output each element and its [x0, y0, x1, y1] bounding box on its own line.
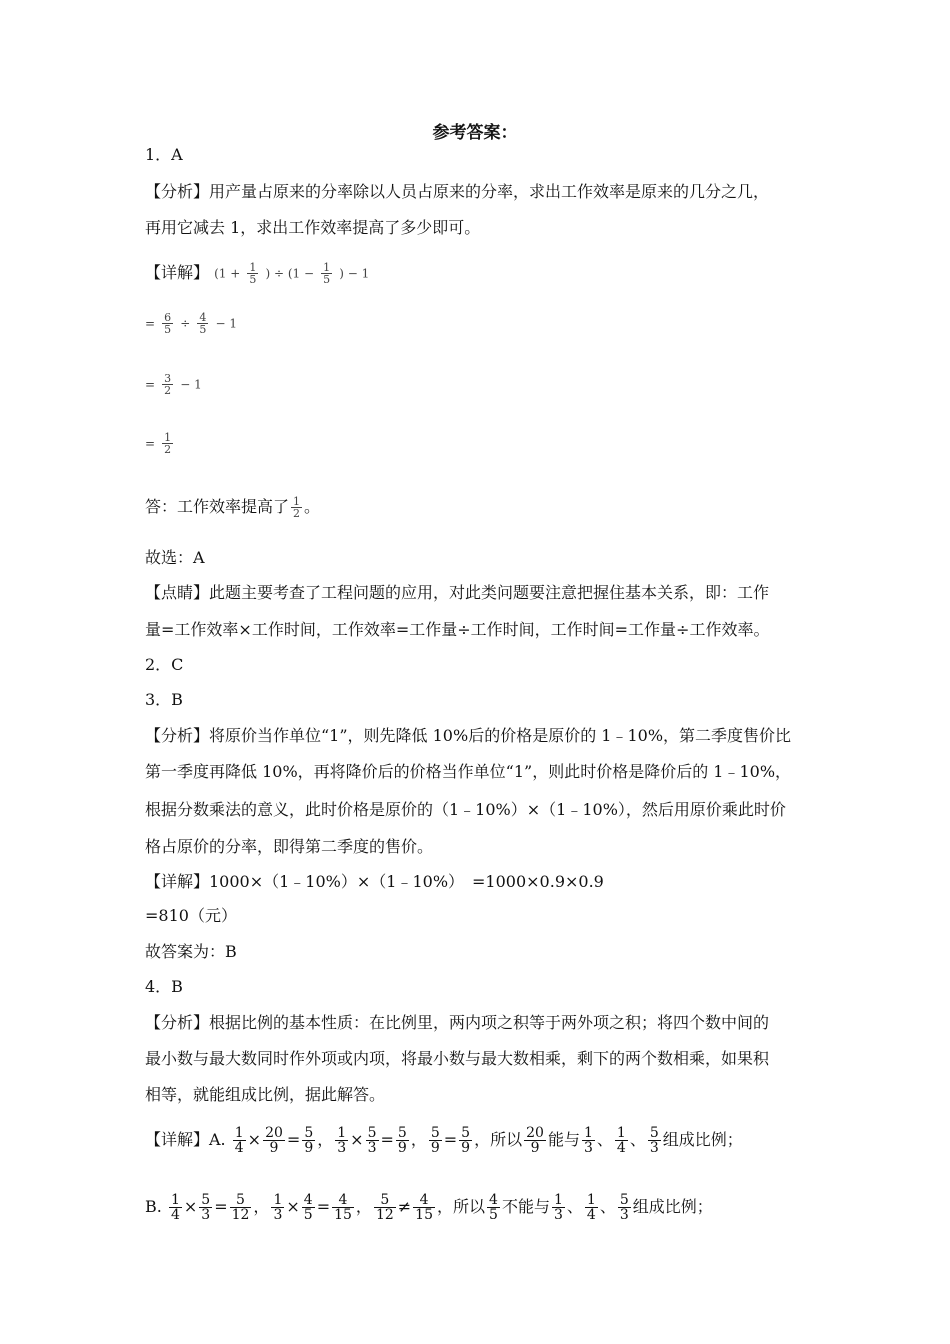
page-title: 参考答案：	[432, 123, 518, 143]
fraction	[459, 1126, 472, 1155]
denominator: 4	[616, 1140, 626, 1156]
numerator: 4	[332, 1193, 354, 1208]
numerator: 5	[374, 1193, 396, 1208]
q3-result: =810（元）	[145, 906, 237, 925]
q4-detail-b: B. $\frac{1}{4}$ × $\frac{5}{3}$ = $\frac{5}{12}$ ， $\frac{1}{3}$ × $\frac{4}{5}$ = $\frac{4}{15}$ ， $\frac{5}{12}$ ≠ $\frac{4}{15}$ ，所以 $\frac{4}{5}$ 不能与 $\frac{1}{3}$ 、 $\frac{1}{4}$ 、 $\frac{5}{3}$ 组成比例；	[145, 1192, 713, 1223]
denominator: 3	[583, 1140, 593, 1156]
q1-step-2: = $\frac{3}{2}$ − 1	[145, 372, 202, 397]
denominator: 15	[334, 1207, 352, 1223]
numerator: 1	[553, 1192, 563, 1208]
numerator: 1	[337, 1125, 347, 1141]
fraction	[162, 432, 173, 455]
denominator: 5	[164, 323, 172, 336]
numerator: 20	[526, 1125, 544, 1141]
fraction	[615, 1126, 628, 1155]
numerator: 5	[230, 1193, 252, 1208]
denominator: 5	[489, 1207, 498, 1223]
denominator: 5	[249, 273, 257, 286]
denominator: 3	[367, 1140, 377, 1156]
q4-head: 4．B	[145, 977, 183, 996]
numerator: 1	[170, 1192, 180, 1208]
numerator: 5	[397, 1125, 407, 1141]
denominator: 2	[293, 507, 301, 520]
fraction	[332, 1193, 354, 1222]
numerator: 5	[619, 1192, 629, 1208]
fraction	[162, 373, 173, 396]
fraction	[197, 312, 208, 335]
numerator: 1	[583, 1125, 593, 1141]
q4-analysis-3: 相等，就能组成比例，据此解答。	[145, 1085, 386, 1104]
denominator: 9	[461, 1140, 471, 1156]
denominator: 12	[375, 1207, 394, 1223]
q3-analysis-1: 【分析】将原价当作单位“1”，则先降低 10%后的价格是原价的 1﹣10%，第二季度售价比	[145, 726, 792, 745]
numerator: 1	[234, 1125, 244, 1141]
fraction	[302, 1193, 315, 1222]
denominator: 4	[234, 1140, 244, 1156]
fraction	[396, 1126, 409, 1155]
numerator: 1	[293, 495, 301, 508]
denominator: 3	[553, 1207, 563, 1223]
numerator: 1	[616, 1125, 626, 1141]
numerator: 5	[304, 1125, 314, 1141]
fraction	[230, 1193, 252, 1222]
denominator: 3	[273, 1207, 283, 1223]
q1-detail-label: 【详解】	[145, 263, 210, 282]
q4-detail-a: 【详解】A. $\frac{1}{4}$ × $\frac{20}{9}$ = $\frac{5}{9}$ ， $\frac{1}{3}$ × $\frac{5}{3}$ = $\frac{5}{9}$ ， $\frac{5}{9}$ = $\frac{5}{9}$ ，所以 $\frac{20}{9}$ 能与 $\frac{1}{3}$ 、 $\frac{1}{4}$ 、 $\frac{5}{3}$ 组成比例；	[145, 1125, 743, 1156]
denominator: 9	[269, 1140, 279, 1156]
fraction	[199, 1193, 212, 1222]
denominator: 9	[397, 1140, 407, 1156]
denominator: 4	[170, 1207, 180, 1223]
denominator: 2	[164, 384, 172, 397]
fraction	[335, 1126, 348, 1155]
q2-head: 2．C	[145, 655, 184, 674]
q1-step-3: = $\frac{1}{2}$	[145, 431, 172, 456]
q3-choice: 故答案为：B	[145, 942, 237, 961]
fraction	[247, 262, 258, 285]
denominator: 9	[430, 1140, 440, 1156]
fraction	[374, 1193, 396, 1222]
denominator: 2	[164, 443, 172, 456]
q4-analysis-2: 最小数与最大数同时作外项或内项，将最小数与最大数相乘，剩下的两个数相乘，如果积	[145, 1049, 770, 1068]
denominator: 12	[231, 1207, 250, 1223]
q1-analysis-2: 再用它减去 1，求出工作效率提高了多少即可。	[145, 218, 481, 237]
fraction	[162, 312, 173, 335]
q1-comment-2: 量=工作效率×工作时间，工作效率=工作量÷工作时间，工作时间=工作量÷工作效率。	[145, 620, 770, 639]
denominator: 3	[649, 1140, 659, 1156]
denominator: 3	[337, 1140, 347, 1156]
numerator: 5	[201, 1192, 211, 1208]
fraction	[169, 1193, 182, 1222]
numerator: 4	[413, 1193, 435, 1208]
numerator: 5	[367, 1125, 377, 1141]
numerator: 5	[461, 1125, 471, 1141]
fraction	[552, 1193, 565, 1222]
q3-analysis-3: 根据分数乘法的意义，此时价格是原价的（1﹣10%）×（1﹣10%），然后用原价乘此时价	[145, 800, 786, 819]
q4-analysis-1: 【分析】根据比例的基本性质：在比例里，两内项之积等于两外项之积；将四个数中间的	[145, 1013, 770, 1032]
numerator: 20	[265, 1125, 283, 1141]
fraction	[648, 1126, 661, 1155]
q3-detail: 【详解】1000×（1﹣10%）×（1﹣10%） =1000×0.9×0.9	[145, 872, 604, 891]
q1-answer: 答：工作效率提高了 $\frac{1}{2}$ 。	[145, 495, 321, 520]
numerator: 5	[430, 1125, 440, 1141]
q1-step-1: = $\frac{6}{5}$ ÷ $\frac{4}{5}$ − 1	[145, 311, 238, 336]
denominator: 3	[201, 1207, 211, 1223]
numerator: 1	[273, 1192, 283, 1208]
fraction	[487, 1193, 500, 1222]
q1-detail-line: 【详解】 (1 + $\frac{1}{5}$ ) ÷ (1 − $\frac{1}{5}$ ) − 1	[145, 261, 370, 286]
fraction	[413, 1193, 435, 1222]
fraction	[429, 1126, 442, 1155]
fraction	[524, 1126, 546, 1155]
denominator: 15	[415, 1207, 433, 1223]
denominator: 9	[304, 1140, 314, 1156]
fraction	[321, 262, 332, 285]
q1-head: 1．A	[145, 145, 183, 164]
q3-analysis-2: 第一季度再降低 10%，再将降价后的价格当作单位“1”，则此时价格是降价后的 1﹣10%，	[145, 762, 792, 781]
q1-analysis-1: 【分析】用产量占原来的分率除以人员占原来的分率，求出工作效率是原来的几分之几，	[145, 182, 770, 201]
q1-choice: 故选：A	[145, 548, 205, 567]
fraction	[263, 1126, 285, 1155]
denominator: 5	[323, 273, 331, 286]
fraction	[582, 1126, 595, 1155]
fraction	[233, 1126, 246, 1155]
fraction	[291, 496, 302, 519]
denominator: 4	[586, 1207, 596, 1223]
numerator: 4	[303, 1192, 313, 1208]
q3-analysis-4: 格占原价的分率，即得第二季度的售价。	[145, 837, 434, 856]
denominator: 5	[199, 323, 207, 336]
fraction	[366, 1126, 379, 1155]
numerator: 3	[164, 372, 172, 385]
numerator: 5	[649, 1125, 659, 1141]
numerator: 1	[249, 261, 257, 274]
fraction	[271, 1193, 284, 1222]
denominator: 3	[619, 1207, 629, 1223]
fraction	[585, 1193, 598, 1222]
q1-comment-1: 【点睛】此题主要考查了工程问题的应用，对此类问题要注意把握住基本关系，即：工作	[145, 583, 770, 602]
q3-head: 3．B	[145, 690, 183, 709]
numerator: 4	[199, 311, 207, 324]
numerator: 6	[164, 311, 172, 324]
numerator: 1	[323, 261, 331, 274]
fraction	[302, 1126, 315, 1155]
numerator: 4	[489, 1192, 498, 1208]
denominator: 9	[530, 1140, 540, 1156]
fraction	[618, 1193, 631, 1222]
numerator: 1	[164, 431, 172, 444]
numerator: 1	[586, 1192, 596, 1208]
denominator: 5	[303, 1207, 313, 1223]
